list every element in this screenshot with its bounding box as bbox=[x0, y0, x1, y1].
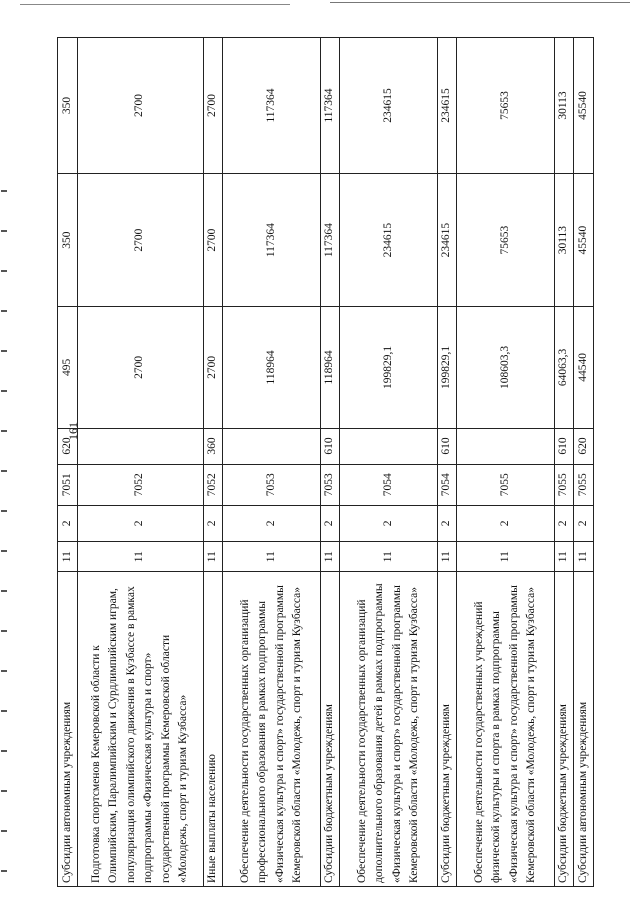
row-description: Субсидии бюджетным учреждениям bbox=[320, 572, 340, 887]
cell-c6: 117364 bbox=[320, 174, 340, 307]
cell-c2: 2 bbox=[77, 505, 203, 541]
cell-c7: 117364 bbox=[320, 38, 340, 174]
row-description: Обеспечение деятельности государственных организаций дополнительного образования детей в рамках подпрограммы «Физическая культура и спорт» государственной программы Кемеровской области «Молодежь, спорт и туризм Кузбасса» bbox=[340, 572, 438, 887]
cell-c4 bbox=[223, 428, 321, 464]
cell-c6: 30113 bbox=[554, 174, 574, 307]
cell-c1: 11 bbox=[77, 541, 203, 572]
row-description: Обеспечение деятельности государственных учреждений физической культуры и спорта в рамках подпрограммы «Физическая культура и спорт» государственной программы Кемеровской области «Молодежь, спорт и туризм Кузбасса» bbox=[457, 572, 555, 887]
row-description: Иные выплаты населению bbox=[203, 572, 223, 887]
cell-c3: 7055 bbox=[457, 464, 555, 505]
cell-c2: 2 bbox=[320, 505, 340, 541]
row-description: Субсидии бюджетным учреждениям bbox=[554, 572, 574, 887]
cell-c4 bbox=[340, 428, 438, 464]
cell-c1: 11 bbox=[320, 541, 340, 572]
cell-c3: 7052 bbox=[203, 464, 223, 505]
cell-c5: 64063,3 bbox=[554, 307, 574, 428]
cell-c4: 610 bbox=[554, 428, 574, 464]
cell-c4 bbox=[77, 428, 203, 464]
cell-c7: 75653 bbox=[457, 38, 555, 174]
table-row bbox=[77, 38, 203, 887]
cell-c3: 7053 bbox=[320, 464, 340, 505]
cell-c5: 118964 bbox=[223, 307, 321, 428]
cell-c2: 2 bbox=[574, 505, 594, 541]
cell-c2: 2 bbox=[223, 505, 321, 541]
page-number: 161 bbox=[66, 422, 80, 440]
cell-c7: 350 bbox=[58, 38, 78, 174]
cell-c7: 45540 bbox=[574, 38, 594, 174]
table-body bbox=[58, 38, 594, 887]
table-row bbox=[574, 38, 594, 887]
cell-c7: 234615 bbox=[437, 38, 457, 174]
table-row bbox=[457, 38, 555, 887]
cell-c7: 2700 bbox=[77, 38, 203, 174]
cell-c1: 11 bbox=[437, 541, 457, 572]
row-description: Субсидии бюджетным учреждениям bbox=[437, 572, 457, 887]
cell-c4: 620 bbox=[574, 428, 594, 464]
cell-c5: 199829,1 bbox=[340, 307, 438, 428]
cell-c2: 2 bbox=[457, 505, 555, 541]
scan-line bbox=[330, 2, 630, 3]
cell-c4: 610 bbox=[437, 428, 457, 464]
budget-table-rotated bbox=[57, 37, 594, 887]
cell-c2: 2 bbox=[554, 505, 574, 541]
cell-c1: 11 bbox=[340, 541, 438, 572]
scan-line bbox=[20, 4, 290, 5]
cell-c7: 30113 bbox=[554, 38, 574, 174]
cell-c5: 2700 bbox=[77, 307, 203, 428]
cell-c5: 495 bbox=[58, 307, 78, 428]
scan-top-edge bbox=[0, 0, 640, 8]
table-row bbox=[58, 38, 78, 887]
row-description: Субсидии автономным учреждениям bbox=[574, 572, 594, 887]
cell-c3: 7054 bbox=[437, 464, 457, 505]
cell-c3: 7054 bbox=[340, 464, 438, 505]
cell-c7: 117364 bbox=[223, 38, 321, 174]
cell-c4: 360 bbox=[203, 428, 223, 464]
cell-c6: 117364 bbox=[223, 174, 321, 307]
cell-c6: 2700 bbox=[203, 174, 223, 307]
cell-c1: 11 bbox=[554, 541, 574, 572]
cell-c3: 7053 bbox=[223, 464, 321, 505]
cell-c6: 350 bbox=[58, 174, 78, 307]
cell-c5: 108603,3 bbox=[457, 307, 555, 428]
cell-c1: 11 bbox=[58, 541, 78, 572]
cell-c6: 234615 bbox=[340, 174, 438, 307]
row-description: Обеспечение деятельности государственных организаций профессионального образования в рамках подпрограммы «Физическая культура и спорт» государственной программы Кемеровской области «Молодежь, спорт и туризм Кузбасса» bbox=[223, 572, 321, 887]
cell-c5: 44540 bbox=[574, 307, 594, 428]
cell-c2: 2 bbox=[340, 505, 438, 541]
cell-c1: 11 bbox=[223, 541, 321, 572]
table-row bbox=[340, 38, 438, 887]
cell-c4: 620 bbox=[58, 428, 78, 464]
cell-c3: 7055 bbox=[554, 464, 574, 505]
cell-c4: 610 bbox=[320, 428, 340, 464]
cell-c7: 2700 bbox=[203, 38, 223, 174]
table-row bbox=[554, 38, 574, 887]
cell-c2: 2 bbox=[203, 505, 223, 541]
cell-c5: 2700 bbox=[203, 307, 223, 428]
row-description: Подготовка спортсменов Кемеровской области к Олимпийским, Паралимпийским и Сурдлимпийским играм, популяризация олимпийского движения в Кузбассе в рамках подпрограммы «Физическая культура и спорт» государственной программы Кемеровской области «Молодежь, спорт и туризм Кузбасса» bbox=[77, 572, 203, 887]
cell-c6: 234615 bbox=[437, 174, 457, 307]
cell-c3: 7051 bbox=[58, 464, 78, 505]
table-row bbox=[320, 38, 340, 887]
cell-c3: 7052 bbox=[77, 464, 203, 505]
cell-c2: 2 bbox=[58, 505, 78, 541]
table-row bbox=[437, 38, 457, 887]
binding-edge-marks bbox=[0, 190, 10, 905]
cell-c3: 7055 bbox=[574, 464, 594, 505]
table-row bbox=[223, 38, 321, 887]
cell-c7: 234615 bbox=[340, 38, 438, 174]
row-description: Субсидии автономным учреждениям bbox=[58, 572, 78, 887]
cell-c5: 118964 bbox=[320, 307, 340, 428]
cell-c6: 2700 bbox=[77, 174, 203, 307]
cell-c6: 75653 bbox=[457, 174, 555, 307]
cell-c1: 11 bbox=[574, 541, 594, 572]
cell-c4 bbox=[457, 428, 555, 464]
cell-c6: 45540 bbox=[574, 174, 594, 307]
cell-c5: 199829,1 bbox=[437, 307, 457, 428]
table-row bbox=[203, 38, 223, 887]
cell-c1: 11 bbox=[457, 541, 555, 572]
cell-c1: 11 bbox=[203, 541, 223, 572]
cell-c2: 2 bbox=[437, 505, 457, 541]
budget-table bbox=[57, 37, 594, 887]
